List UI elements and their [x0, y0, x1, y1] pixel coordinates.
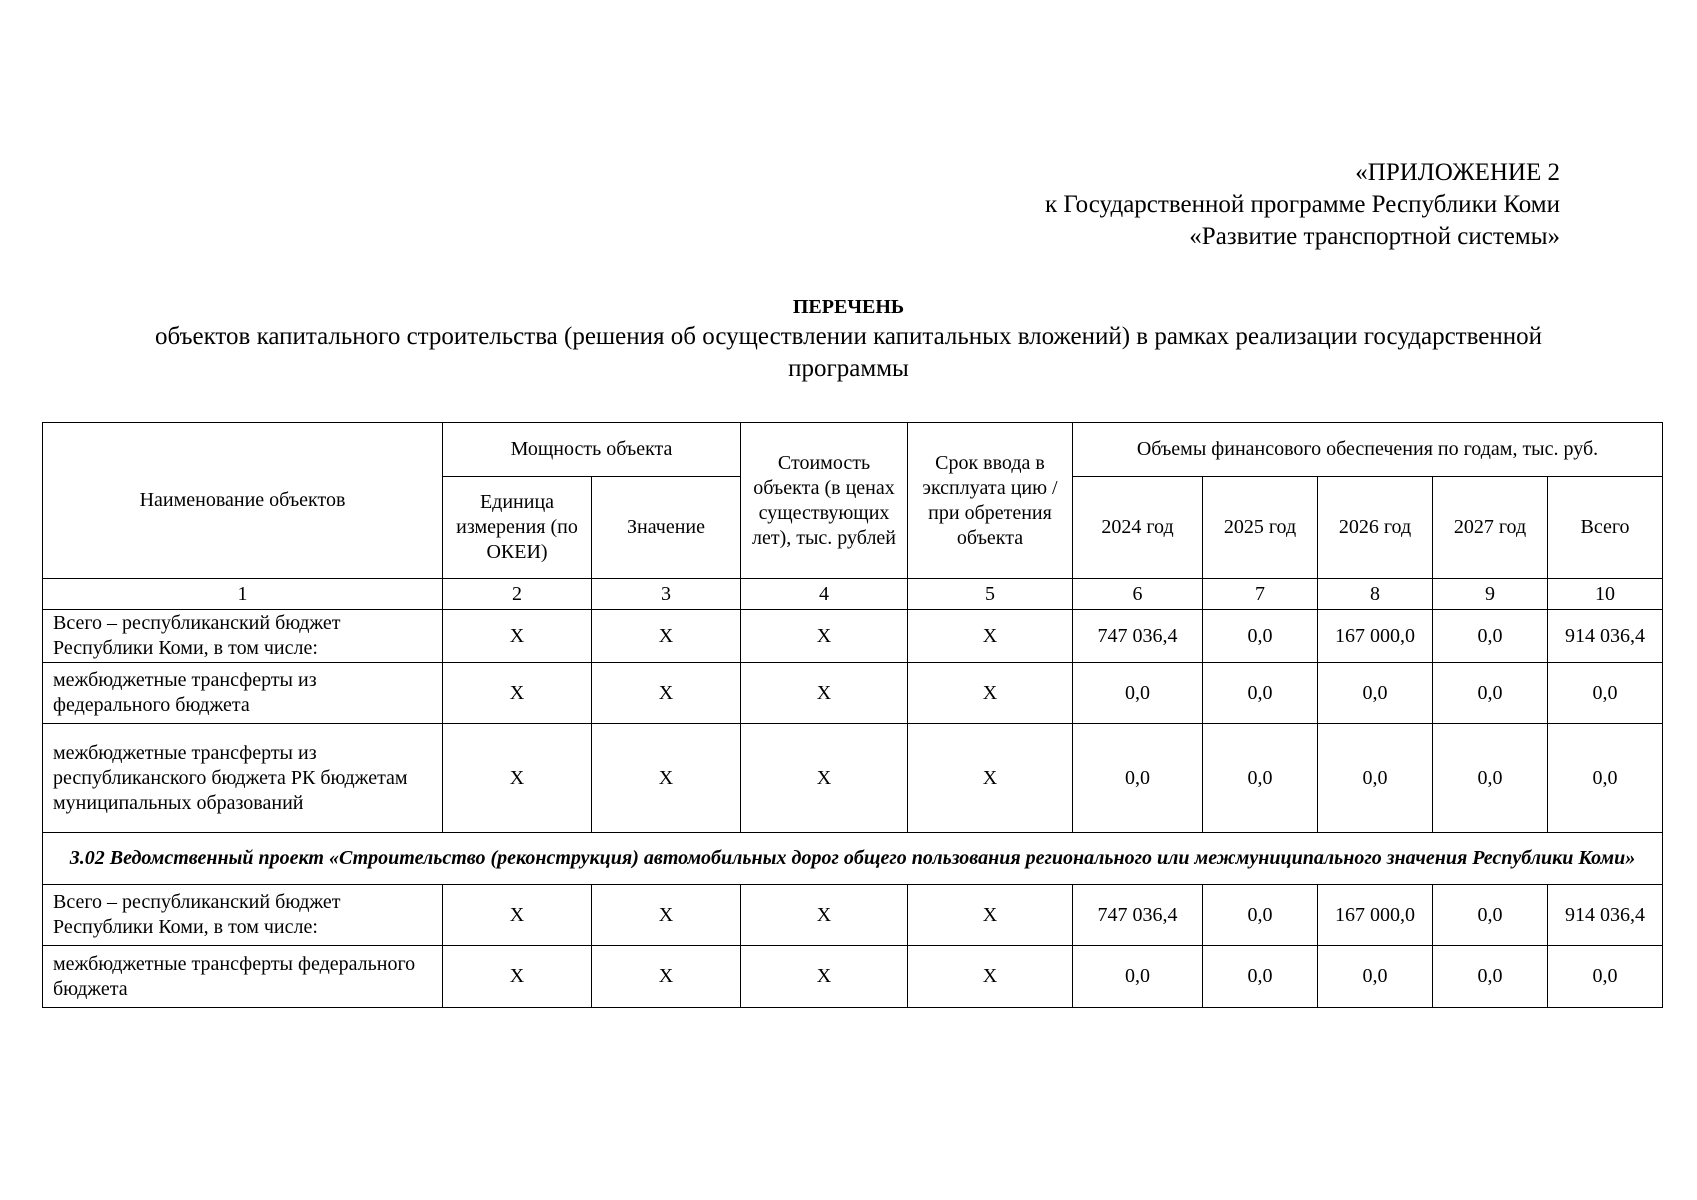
header-2026: 2026 год [1318, 477, 1433, 579]
header-deadline: Срок ввода в эксплуата цию / при обретения объекта [908, 423, 1073, 579]
row-name: межбюджетные трансферты федерального бюджета [43, 946, 443, 1008]
appendix-line-2: к Государственной программе Республики Коми [1045, 191, 1560, 218]
table-cell: 914 036,4 [1548, 885, 1663, 946]
document-subtitle: объектов капитального строительства (решения об осуществлении капитальных вложений) в рамках реализации государственной программы [155, 323, 1542, 382]
table-cell: 0,0 [1318, 946, 1433, 1008]
table-cell: 0,0 [1203, 946, 1318, 1008]
table-cell: 747 036,4 [1073, 885, 1203, 946]
header-value: Значение [592, 477, 741, 579]
table-cell: 0,0 [1073, 946, 1203, 1008]
table-cell: 0,0 [1433, 724, 1548, 833]
column-number: 6 [1073, 579, 1203, 610]
appendix-line-1: «ПРИЛОЖЕНИЕ 2 [1355, 159, 1560, 186]
header-cost: Стоимость объекта (в ценах существующих лет), тыс. рублей [741, 423, 908, 579]
header-2025: 2025 год [1203, 477, 1318, 579]
table-cell: 747 036,4 [1073, 610, 1203, 663]
table-cell: X [592, 946, 741, 1008]
table-cell: 0,0 [1073, 724, 1203, 833]
table-cell: 0,0 [1318, 663, 1433, 724]
capital-construction-table [42, 422, 1663, 1008]
column-number: 10 [1548, 579, 1663, 610]
appendix-header [1045, 157, 1560, 253]
table-cell: X [908, 610, 1073, 663]
table-cell: X [908, 663, 1073, 724]
header-name: Наименование объектов [43, 423, 443, 579]
header-funding: Объемы финансового обеспечения по годам, тыс. руб. [1073, 423, 1663, 477]
table-cell: 0,0 [1203, 885, 1318, 946]
header-total: Всего [1548, 477, 1663, 579]
table-cell: X [741, 885, 908, 946]
table-cell: X [443, 946, 592, 1008]
appendix-line-3: «Развитие транспортной системы» [1189, 223, 1560, 250]
table-cell: X [592, 610, 741, 663]
column-number: 1 [43, 579, 443, 610]
table-cell: X [443, 663, 592, 724]
table-row [43, 946, 1663, 1008]
table-row [43, 885, 1663, 946]
table-cell: X [741, 724, 908, 833]
table-cell: X [592, 885, 741, 946]
document-title: ПЕРЕЧЕНЬ [792, 296, 905, 318]
header-2027: 2027 год [1433, 477, 1548, 579]
table-cell: X [741, 663, 908, 724]
column-number: 8 [1318, 579, 1433, 610]
table-cell: 914 036,4 [1548, 610, 1663, 663]
table-cell: X [443, 724, 592, 833]
header-unit: Единица измерения (по ОКЕИ) [443, 477, 592, 579]
table-cell: 167 000,0 [1318, 885, 1433, 946]
row-name: межбюджетные трансферты из федерального бюджета [43, 663, 443, 724]
row-name: Всего – республиканский бюджет Республики Коми, в том числе: [43, 885, 443, 946]
table-cell: X [908, 946, 1073, 1008]
column-number: 2 [443, 579, 592, 610]
column-number: 3 [592, 579, 741, 610]
table-cell: 0,0 [1203, 610, 1318, 663]
table-cell: X [908, 885, 1073, 946]
table-cell: 0,0 [1433, 946, 1548, 1008]
table-row [43, 663, 1663, 724]
table-cell: 167 000,0 [1318, 610, 1433, 663]
table-row [43, 610, 1663, 663]
table-cell: 0,0 [1433, 610, 1548, 663]
table-cell: X [741, 610, 908, 663]
table-cell: X [592, 663, 741, 724]
table-cell: 0,0 [1073, 663, 1203, 724]
header-2024: 2024 год [1073, 477, 1203, 579]
column-numbers-row [43, 579, 1663, 610]
row-name: межбюджетные трансферты из республиканского бюджета РК бюджетам муниципальных образований [43, 724, 443, 833]
table-cell: X [443, 610, 592, 663]
table-cell: 0,0 [1548, 946, 1663, 1008]
column-number: 9 [1433, 579, 1548, 610]
table-cell: X [908, 724, 1073, 833]
table-cell: 0,0 [1548, 663, 1663, 724]
column-number: 5 [908, 579, 1073, 610]
header-row-1 [43, 423, 1663, 477]
table-cell: 0,0 [1548, 724, 1663, 833]
column-number: 7 [1203, 579, 1318, 610]
row-name: Всего – республиканский бюджет Республики Коми, в том числе: [43, 610, 443, 663]
table-cell: X [592, 724, 741, 833]
header-capacity: Мощность объекта [443, 423, 741, 477]
table-cell: 0,0 [1433, 885, 1548, 946]
table-row [43, 724, 1663, 833]
table-cell: X [443, 885, 592, 946]
table-cell: 0,0 [1203, 724, 1318, 833]
section-title: 3.02 Ведомственный проект «Строительство (реконструкция) автомобильных дорог общего пользования регионального или межмуниципального значения Республики Коми» [43, 833, 1663, 885]
table-cell: 0,0 [1203, 663, 1318, 724]
column-number: 4 [741, 579, 908, 610]
table-cell: 0,0 [1433, 663, 1548, 724]
section-row [43, 833, 1663, 885]
table-cell: X [741, 946, 908, 1008]
table-cell: 0,0 [1318, 724, 1433, 833]
